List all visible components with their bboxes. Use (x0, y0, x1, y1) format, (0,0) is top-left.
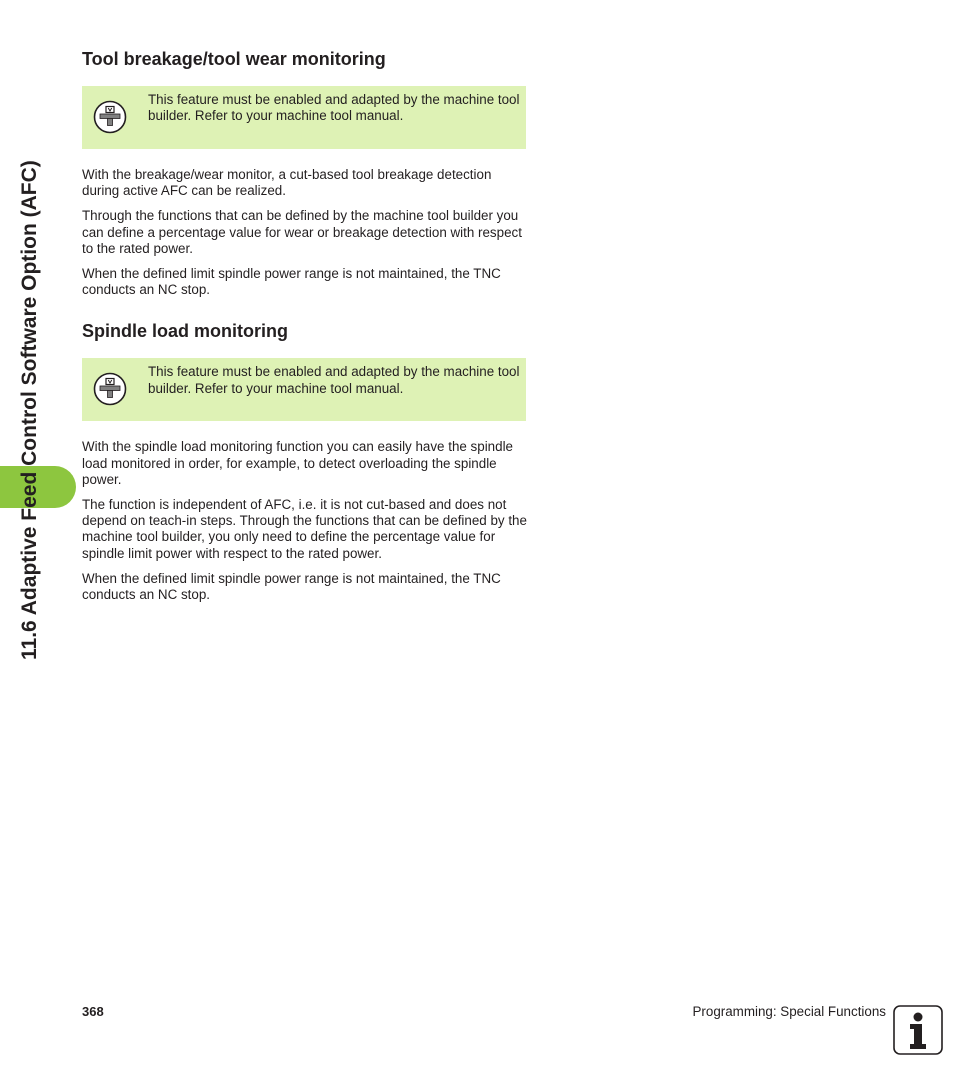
paragraph: With the breakage/wear monitor, a cut-based tool breakage detection during active AFC can be realized. (82, 167, 492, 199)
info-icon (893, 1005, 943, 1055)
main-content (82, 46, 528, 612)
paragraph: Through the functions that can be defined by the machine tool builder you can define a percentage value for wear or breakage detection with respect to the rated power. (82, 208, 522, 256)
machine-note-box (82, 86, 526, 149)
footer-chapter-title: Programming: Special Functions (692, 1004, 886, 1019)
paragraph: With the spindle load monitoring function you can easily have the spindle load monitored in order, for example, to detect overloading the spindle power. (82, 439, 513, 487)
note-text: This feature must be enabled and adapted by the machine tool builder. Refer to your machine tool manual. (148, 92, 520, 124)
machine-note-box (82, 358, 526, 421)
paragraph: The function is independent of AFC, i.e. it is not cut-based and does not depend on teach-in steps. Through the functions that can be defined by the machine tool builder, you only need to define the percentage value for spindle limit power with respect to the rated power. (82, 497, 527, 561)
machine-tool-icon (93, 372, 127, 406)
paragraph: When the defined limit spindle power range is not maintained, the TNC conducts an NC stop. (82, 570, 501, 603)
chapter-side-title: 11.6 Adaptive Feed Control Software Option (AFC) (18, 160, 41, 660)
machine-tool-icon (93, 100, 127, 134)
section-heading-spindle-load: Spindle load monitoring (82, 321, 288, 342)
page-number: 368 (82, 1004, 104, 1019)
note-text: This feature must be enabled and adapted by the machine tool builder. Refer to your machine tool manual. (148, 364, 520, 396)
section-heading-tool-breakage: Tool breakage/tool wear monitoring (82, 49, 386, 69)
paragraph: When the defined limit spindle power range is not maintained, the TNC conducts an NC stop. (82, 266, 501, 298)
